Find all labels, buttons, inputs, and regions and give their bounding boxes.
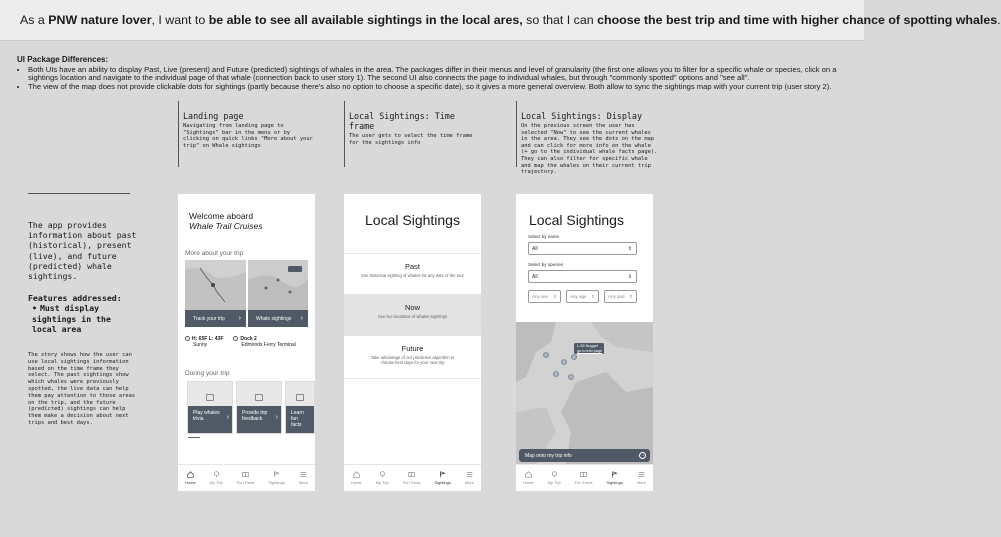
pin-icon [379,471,386,478]
select-species-label: Select by species [528,262,564,267]
feedback-tile[interactable] [236,381,282,434]
location-pin-icon [233,336,238,341]
option-future[interactable]: Future Take advantage of our predictive algorithm to choose best days for your next trip [344,335,481,379]
nav-sightings[interactable]: Sightings [434,471,450,485]
phone-display [516,194,653,491]
sex-select[interactable]: Any sex ⇕ [528,290,561,303]
page-title: Local Sightings [529,212,624,228]
note-landing-page: Landing page Navigating from landing page to "Sightings" bar in the menu or by clicking on quick links "More about your trip" on Whale sightings [178,101,318,167]
feature-item: • Must display sightings in the local area [32,303,138,334]
nav-fun-facts[interactable]: Fun Facts [403,471,421,485]
trivia-button[interactable]: Play whales trivia › [188,406,232,433]
menu-icon [638,471,645,478]
trip-map-thumbnail [185,260,246,310]
nav-more[interactable]: More [637,471,646,485]
fun-facts-button[interactable]: Learn fun facts [286,406,314,433]
feedback-button[interactable]: Provide trip feedback › [237,406,281,433]
story-text: The story shows how the user can use local sightings information based on the time frame they select. The past sightings show which whales were previously spotted, the live data can help them pay attention to those areas on the trip, and the future (predicted) sightings can help them make a decision about next trips and best days. [28,352,136,426]
divider [28,193,130,194]
bottom-nav [178,464,315,491]
chevron-right-icon: › [238,315,241,322]
phone-landing [178,194,315,491]
intro-text: The app provides information about past (historical), present (live), and future (predicted) whale sightings. [28,220,137,282]
name-select[interactable]: All ⇕ [528,242,637,255]
pod-select[interactable]: Any pod ⇕ [604,290,637,303]
chevron-right-icon: › [275,414,278,421]
fun-facts-tile[interactable] [285,381,315,434]
chevron-updown-icon: ⇕ [627,273,632,280]
image-placeholder-icon [255,394,263,401]
age-select[interactable]: Any age ⇕ [566,290,599,303]
difference-bullet: • Both UIs have an ability to display Past, Live (present) and Future (predicted) sightings of whales in the area. The packages differ in their menus and level of granularity (the first one allows you to filter for a specific whale or species, click on a sightings location and navigate to the individual page of that whale (connection back to user story 1). The second UI also connects the page to individual whales, but through "commonly spotted" options and "see all". [28,66,855,83]
sightings-map[interactable] [516,322,653,464]
nav-more[interactable]: More [299,471,308,485]
sightings-map-thumbnail [248,260,308,310]
flag-icon [611,471,618,478]
differences-title: UI Package Differences: [17,55,109,64]
bottom-nav [516,464,653,491]
map-onto-trip-button[interactable]: Map onto my trip info → [519,449,650,462]
nav-my-trip[interactable]: My Trip [210,471,223,485]
home-icon [353,471,360,478]
chevron-right-icon: › [300,315,303,322]
pin-icon [213,471,220,478]
nav-home[interactable]: Home [185,471,196,485]
note-time-frame: Local Sightings: Time frame The user gets to select the time frame for the sightings info [344,101,484,167]
nav-fun-facts[interactable]: Fun Facts [237,471,255,485]
chevron-updown-icon: ⇕ [553,293,557,299]
whale-sightings-card[interactable] [248,260,308,327]
species-select[interactable]: All ⇕ [528,270,637,283]
select-name-label: Select by name [528,234,560,239]
trip-info-row [185,336,296,348]
home-icon [187,471,194,478]
dock-info: Dock 2 Edmonds Ferry Terminal [233,336,295,348]
note-display: Local Sightings: Display On the previous screen the user has selected "Now" to see the current whales in the area. They see the dots on the map and can click for more info on the whale (+ go to the individual whale facts page). They can also filter for specific whale and map the whales on their current trip trajectory. [516,101,658,167]
features-block: Features addressed: • Must display sightings in the local area [28,293,138,334]
home-icon [525,471,532,478]
image-placeholder-icon [206,394,214,401]
menu-icon [300,471,307,478]
chevron-right-icon: › [226,414,229,421]
chevron-updown-icon: ⇕ [627,245,632,252]
more-about-trip-label: More about your trip [185,250,244,257]
nav-sightings[interactable]: Sightings [268,471,284,485]
trivia-tile[interactable] [187,381,233,434]
image-placeholder-icon [296,394,304,401]
nav-sightings[interactable]: Sightings [606,471,622,485]
track-trip-card[interactable] [185,260,246,327]
phone-time-frame [344,194,481,491]
arrow-right-icon: → [640,452,645,458]
page-title: Local Sightings [365,212,460,228]
carousel-indicator [188,437,200,438]
whale-tooltip[interactable]: L-55 Nugget go to info page [577,344,603,353]
pin-icon [551,471,558,478]
book-icon [408,471,415,478]
nav-fun-facts[interactable]: Fun Facts [575,471,593,485]
book-icon [580,471,587,478]
ui-package-differences [17,56,855,91]
nav-more[interactable]: More [465,471,474,485]
option-now[interactable]: Now See live locations of whales sightings [344,294,481,335]
track-trip-button[interactable]: Track your trip › [185,310,246,327]
chevron-updown-icon: ⇕ [591,293,595,299]
menu-icon [466,471,473,478]
bottom-nav [344,464,481,491]
difference-bullet: • The view of the map does not provide clickable dots for sightings (partly because there's also no option to choose a specific date), so it gives a more general overview. Both allow to sync the sightings map with your current trip (user story 2). [28,83,855,92]
sun-icon [185,336,190,341]
during-trip-label: During your trip [185,370,230,377]
weather-info: H: 65F L: 43F Sunny [185,336,223,348]
book-icon [242,471,249,478]
nav-my-trip[interactable]: My Trip [376,471,389,485]
nav-home[interactable]: Home [351,471,362,485]
user-story-banner [0,0,1001,41]
whale-sightings-button[interactable]: Whale sightings › [248,310,308,327]
flag-icon [439,471,446,478]
nav-home[interactable]: Home [523,471,534,485]
option-past[interactable]: Past See historical sighting of whales for any date of the tour [344,253,481,294]
story-description [28,220,138,427]
banner-text: As a PNW nature lover, I want to be able to see all available sightings in the local ares, so that I can choose the best trip and time with higher chance of spotting whales. [20,13,1001,27]
flag-icon [273,471,280,478]
nav-my-trip[interactable]: My Trip [548,471,561,485]
chevron-updown-icon: ⇕ [629,293,633,299]
welcome-heading: Welcome aboard Whale Trail Cruises [189,211,263,231]
